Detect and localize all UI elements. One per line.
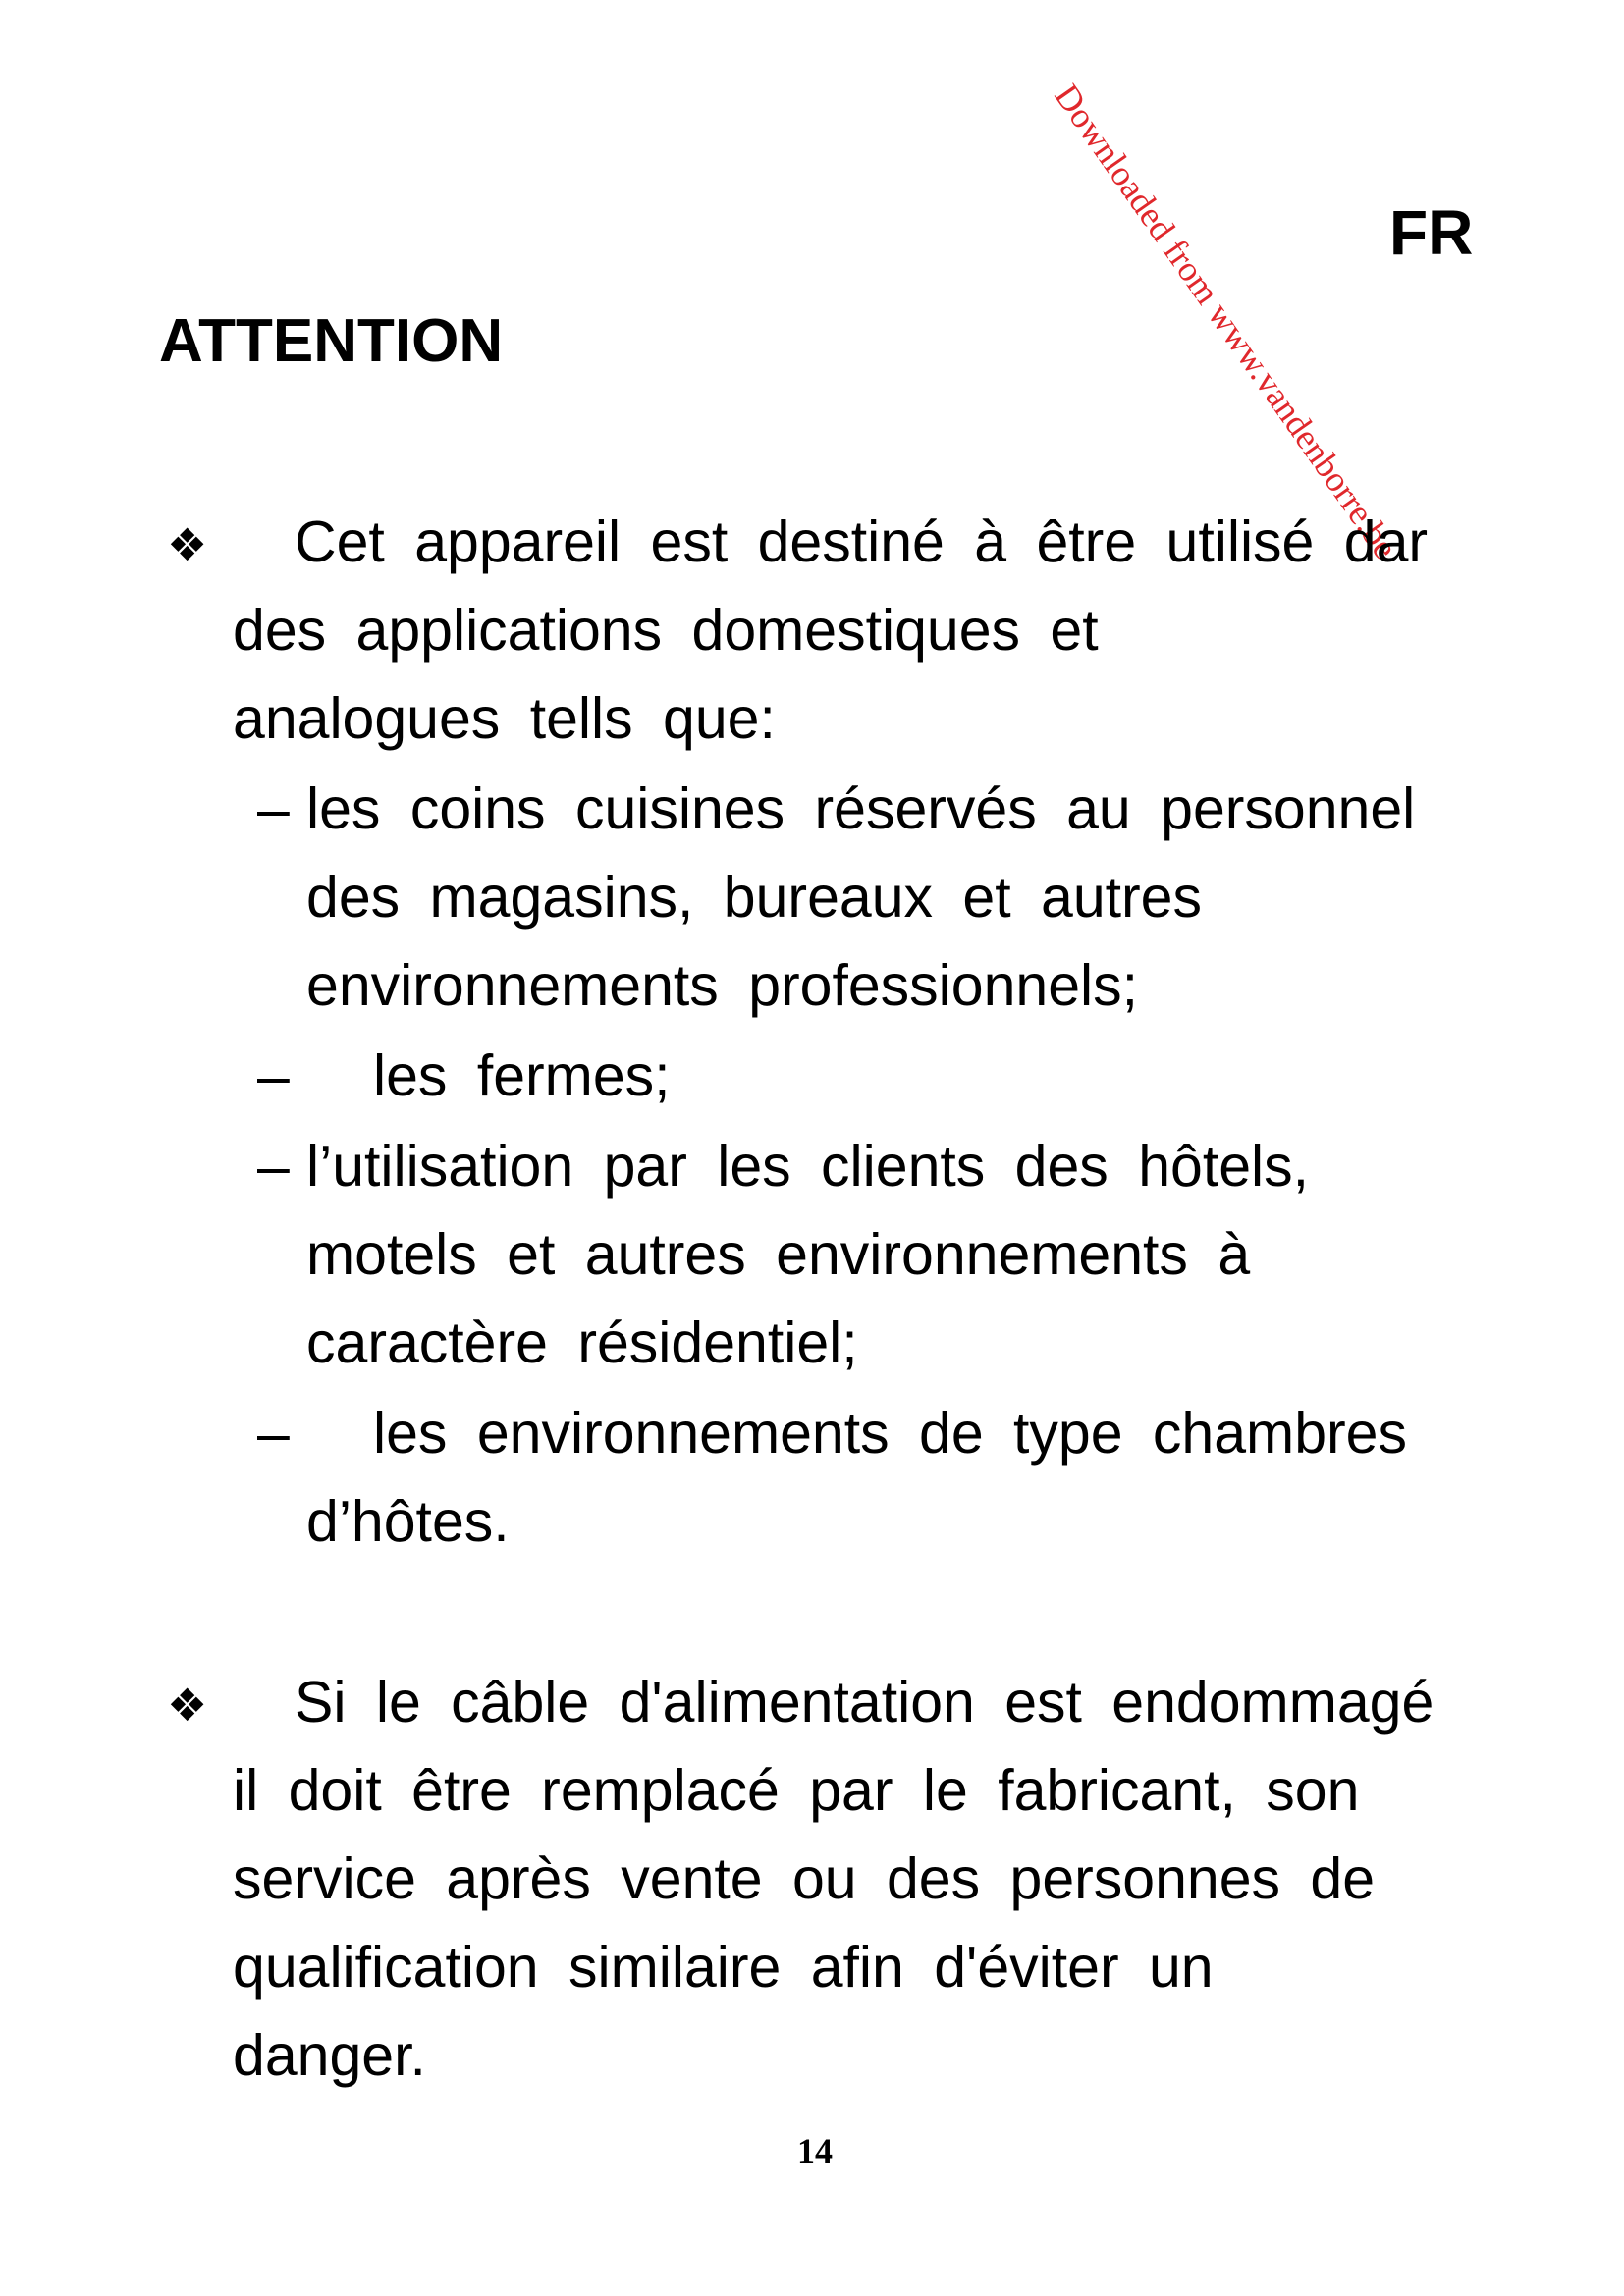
subitem-1-line-1: les coins cuisines réservés au personnel: [306, 776, 1416, 841]
watermark-download-source: Downloaded from www.vandenborre.be: [1047, 77, 1406, 566]
bullet-1-line-1: Cet appareil est destiné à être utilisé dar: [295, 509, 1429, 574]
bullet-marker: ❖: [167, 518, 208, 571]
subitem-1-line-2: des magasins, bureaux et autres: [306, 865, 1202, 930]
subitem-3-line-1: l’utilisation par les clients des hôtels,: [306, 1134, 1310, 1199]
subitem-4-line-1: les environnements de type chambres: [373, 1401, 1407, 1466]
dash-marker: –: [257, 1043, 290, 1108]
subitem-1-line-3: environnements professionnels;: [306, 953, 1139, 1018]
bullet-2-line-4: qualification similaire afin d'éviter un: [233, 1935, 1214, 2000]
dash-marker: –: [257, 1134, 290, 1199]
bullet-2-line-1: Si le câble d'alimentation est endommagé: [295, 1670, 1435, 1735]
dash-marker: –: [257, 1401, 290, 1466]
subitem-2-line-1: les fermes;: [373, 1043, 671, 1108]
section-title: ATTENTION: [159, 307, 504, 375]
bullet-marker: ❖: [167, 1679, 208, 1732]
bullet-2-line-5: danger.: [233, 2023, 426, 2088]
subitem-3-line-2: motels et autres environnements à: [306, 1222, 1251, 1287]
subitem-4-line-2: d’hôtes.: [306, 1489, 510, 1554]
language-code: FR: [1389, 197, 1474, 268]
bullet-2-line-2: il doit être remplacé par le fabricant, son: [233, 1758, 1360, 1823]
subitem-3-line-3: caractère résidentiel;: [306, 1310, 858, 1375]
dash-marker: –: [257, 776, 290, 841]
bullet-2-line-3: service après vente ou des personnes de: [233, 1846, 1376, 1911]
page-number: 14: [797, 2131, 833, 2170]
bullet-1-line-2: des applications domestiques et: [233, 598, 1099, 663]
bullet-1-line-3: analogues tells que:: [233, 686, 776, 751]
